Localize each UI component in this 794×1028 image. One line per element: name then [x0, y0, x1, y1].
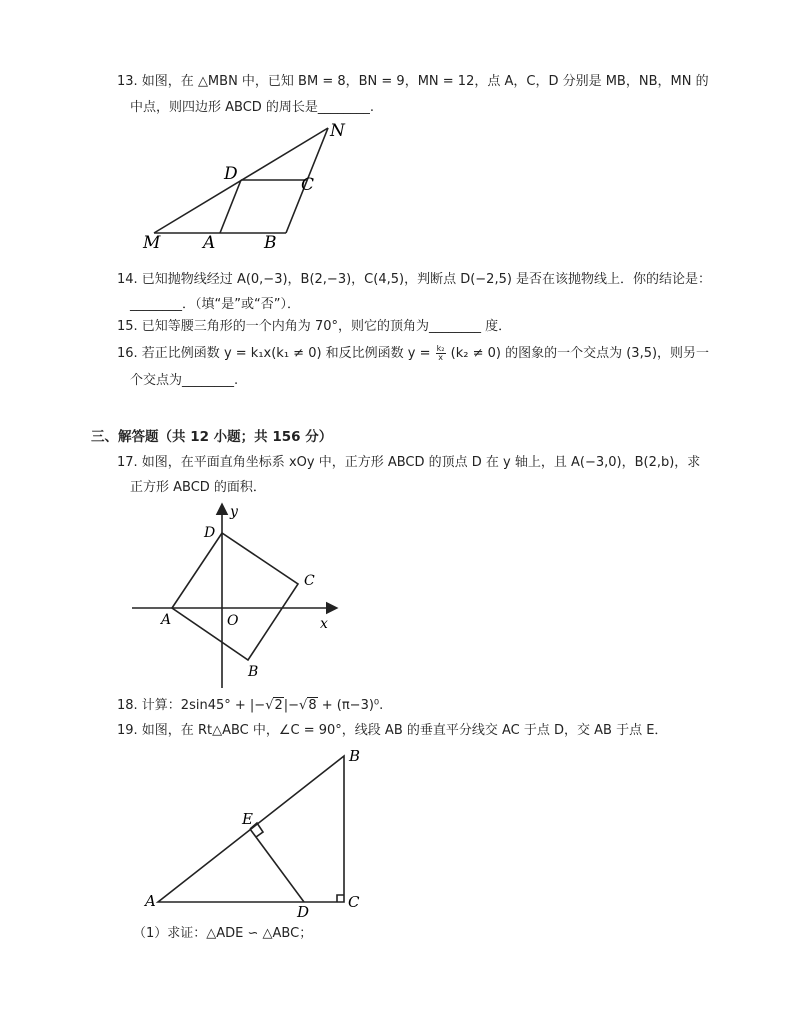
q17-figure	[128, 500, 348, 690]
q16-text-line2: 个交点为________.	[130, 373, 239, 388]
q19-label-D: D	[297, 903, 310, 921]
right-angle-mark-C	[337, 895, 344, 902]
q16-part1: 16. 若正比例函数 y = k₁x(k₁ ≠ 0) 和反比例函数 y =	[117, 346, 431, 361]
q13-text-line2: 中点，则四边形 ABCD 的周长是________.	[130, 100, 375, 115]
q17-label-B: B	[248, 664, 259, 680]
segment-DA	[220, 180, 241, 233]
q16-frac-den: x	[438, 353, 443, 362]
q16-frac-num: k₂	[436, 344, 445, 353]
q18-text	[117, 697, 383, 715]
q13-figure	[140, 118, 360, 253]
q19-label-E: E	[242, 810, 253, 828]
q17-label-D: D	[204, 525, 216, 541]
q13-label-B: B	[264, 233, 277, 253]
square-ABCD	[172, 533, 298, 660]
q16-fraction	[436, 345, 446, 362]
q18-suffix: + (π−3)⁰.	[317, 698, 384, 713]
q18-sqrt2: 8	[308, 698, 317, 713]
q16-text-line1	[117, 345, 709, 363]
q17-label-y: y	[230, 504, 238, 520]
q14-text-line1: 14. 已知抛物线经过 A(0,−3)，B(2,−3)，C(4,5)，判断点 D(−2,5) 是否在该抛物线上．你的结论是：	[117, 272, 712, 287]
segment-ED	[250, 829, 304, 902]
q13-label-D: D	[224, 164, 238, 184]
q19-sub1: （1）求证：△ADE ∽ △ABC；	[133, 926, 313, 941]
q13-label-C: C	[301, 175, 315, 195]
q17-text-line1: 17. 如图，在平面直角坐标系 xOy 中，正方形 ABCD 的顶点 D 在 y 轴上，且 A(−3,0)，B(2,b)，求	[117, 455, 701, 470]
q19-text-line1: 19. 如图，在 Rt△ABC 中，∠C = 90°，线段 AB 的垂直平分线交 AC 于点 D，交 AB 于点 E．	[117, 723, 668, 738]
q14-text-line2: ________．（填“是”或“否”）．	[130, 297, 300, 312]
q17-label-C: C	[304, 573, 315, 589]
q13-label-A: A	[203, 233, 216, 253]
q17-label-O: O	[227, 613, 239, 629]
q13-label-M: M	[143, 233, 161, 253]
sqrt-symbol: √	[299, 698, 308, 713]
q17-label-x: x	[320, 616, 328, 632]
q18-sqrt1: 2	[274, 698, 283, 713]
section-title: 三、解答题（共 12 小题；共 156 分）	[91, 429, 333, 445]
q19-label-C: C	[348, 893, 360, 911]
q17-text-line2: 正方形 ABCD 的面积．	[130, 480, 266, 495]
q18-prefix: 18. 计算：2sin45° + |−	[117, 698, 266, 713]
q19-label-B: B	[349, 747, 361, 765]
q19-figure	[140, 742, 380, 922]
q16-part2: (k₂ ≠ 0) 的图象的一个交点为 (3,5)，则另一	[450, 346, 710, 361]
sqrt-symbol: √	[265, 698, 274, 713]
q13-label-N: N	[330, 121, 345, 141]
q19-label-A: A	[145, 892, 156, 910]
q13-text-line1: 13. 如图，在 △MBN 中，已知 BM = 8，BN = 9，MN = 12，点 A，C，D 分别是 MB，NB，MN 的	[117, 74, 709, 89]
q15-text: 15. 已知等腰三角形的一个内角为 70°，则它的顶角为________ 度．	[117, 319, 512, 334]
q17-label-A: A	[161, 612, 172, 628]
q18-mid: |−	[283, 698, 300, 713]
